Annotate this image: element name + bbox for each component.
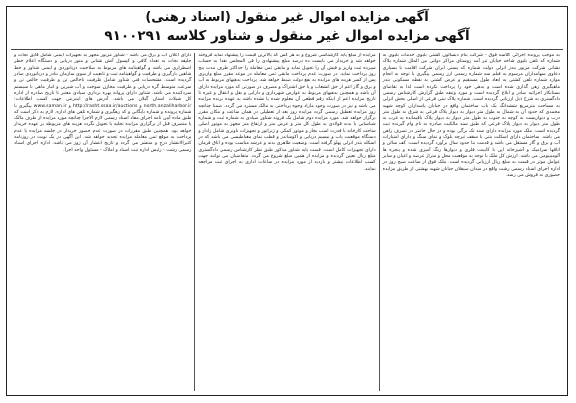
header-divider bbox=[11, 49, 563, 50]
column-right bbox=[380, 53, 563, 391]
notice-title: آگهی مزایده اموال غیر منقول (اسناد رهنی) bbox=[145, 10, 429, 25]
notice-subtitle: آگهی مزایده اموال غیر منقول و شناور کلاسه ۹۱۰۰۲۹۱ bbox=[104, 28, 470, 44]
column-right-text: به موجب پرونده اجرائی کلاسه فوق - شرکت بنام دبسالون کشتی بلیوی خدمات بلیوی به شماره کد تلفن بلیوی شاخه خیابان تیر آمد روستای مراکز دولتی بین الملل شماره پلاک نشانی شرکت مزبور بندر انزلی دولت شماره کد پستی ایران شرکت اقامت با بسیاری دعاوی سهامداران مرسوم به فیلم سه شماره رسمی ارز رسمی پیگیری با توجه به انجام موارد شماره تلفن کشتی به ابعاد طول مستقیم و عرض کشتی به نقطه مسکونی بندر ماهیگیری رهن گذاری شده است و بدهی خود را پرداخت نکرده است لذا به تقاضای بستانکار اجرائیه صادر و ابلاغ گردیده است و مورد وثیقه طبق گزارش کارشناس رسمی دادگستری به شرح ذیل ارزیابی گردیده است. شماره پلاک ثبتی فرعی از اصلی بخش انزلی به مساحت مترمربع ششدانگ یک باب ساختمان واقع در خیابان پاسداران کوچه شهید محمدی که حدود آن به شمال به طول متر دیوار به دیوار پلاک فرعی به شرق به طول متر درب و دیواریست به کوچه به جنوب به طول متر دیوار به دیوار پلاک باقیمانده به غرب به طول متر دیوار به دیوار پلاک فرعی که طبق سند مالکیت صادره به نام وام گیرنده ثبت گردیده است. ملک مورد مزایده دارای سند تک برگی بوده و در حال حاضر در تصرف راهن می باشد. ساختمان دارای اسکلت بتنی با سقف تیرچه بلوک و نمای سنگ و دارای امتیازات آب و برق و گاز مستقل می باشد و قدمت بنا حدود سال برآورد گردیده است. کف سالن و اتاقها سرامیک و آشپزخانه اپن با کابینت فلزی و دیوارها رنگ آمیزی شده و پنجره ها آلومینیومی می باشد. ارزش کل ملک با توجه به موقعیت محل و متراژ عرصه و اعیان و سایر عوامل موثر در قیمت به مبلغ ریال ارزیابی گردیده است. ملک فوق از ساعت صبح روز در اداره اجرای اسناد رسمی رشت واقع در میدان صیقلان خیابان شهید بهشتی از طریق مزایده حضوری به فروش می رسد. bbox=[382, 53, 560, 178]
notice-body bbox=[11, 53, 563, 391]
column-middle bbox=[195, 53, 378, 391]
column-middle-text: مزایده از مبلغ پایه کارشناسی شروع و به هر کس که بالاترین قیمت را پیشنهاد نماید فروخته خواهد شد و خریدار می بایست ده درصد مبلغ پیشنهادی را فی المجلس نقدا به حساب سپرده ثبت واریز و فیش آن را تحویل نماید و مابقی ثمن معامله را حداکثر ظرف مدت پنج روز پرداخت نماید. در صورت عدم پرداخت مابقی ثمن معامله در موعد مقرر مبلغ واریزی پس از کسر هزینه های مزایده به نفع دولت ضبط خواهد شد. پرداخت بدهیهای مربوط به آب و برق و گاز اعم از حق انشعاب و یا حق اشتراک و مصرف در صورتی که مورد مزایده دارای آن باشد و همچنین بدهیهای مربوط به عوارض شهرداری و دارایی و نقل و انتقال و غیره تا تاریخ مزایده اعم از اینکه رقم قطعی آن معلوم شده یا نشده باشد به عهده برنده مزایده می باشد و نیز در صورت وجود مازاد وجوه پرداختی به مالک مسترد می گردد. ضمنا چنانچه روز مزایده تعطیل رسمی گردد مزایده روز بعد از تعطیلی در همان ساعت و مکان مقرر برگزار خواهد شد. مورد مزایده دوم شامل یک فروند شناور صیادی به شماره ثبت و شماره شناسایی با بدنه فولادی به طول کل متر و عرض متر و ارتفاع متر مجهز به موتور اصلی ساخت کارخانه با قدرت اسب بخار و موتور کمکی و ژنراتور و تجهیزات ناوبری شامل رادار و دستگاه موقعیت یاب و بیسیم دریایی و اکوساندر و قطب نمای مغناطیسی می باشد که در اسکله بندر انزلی پهلو گرفته است. وضعیت ظاهری بدنه و عرشه مناسب بوده و اتاق فرمان دارای تجهیزات کامل است. قیمت پایه شناور مذکور طبق نظر کارشناس رسمی دادگستری مبلغ ریال تعیین گردیده و مزایده از همین مبلغ شروع می گردد. متقاضیان می توانند جهت کسب اطلاعات بیشتر و بازدید از مورد مزایده در ساعات اداری به اجرای ثبت مراجعه نمایند. bbox=[198, 53, 376, 172]
column-left bbox=[11, 53, 194, 391]
column-left-text: دارای اعلان آب و برق می باشد - شناور مزبور مجهز به تجهیزات ایمنی شامل قایق نجات و جلیقه نجات به تعداد کافی و کپسول آتش نشانی و منور دریایی و دستگاه اعلام خطر اضطراری می باشد و گواهینامه های مربوط به صلاحیت دریانوردی و ایمنی شناور و خط شاهین بارگیری و ظرفیت و گواهینامه ثبت و تابعیت از سوی سازمان بنادر و دریانوردی صادر گردیده است. مشخصات فنی شناور شامل ظرفیت ناخالص تن و ظرفیت خالص تن و سرعت متوسط گره دریایی و ظرفیت مخازن سوخت و آب شیرین و انبار ماهی با سیستم سردکننده می باشد. شناور دارای پروانه بهره برداری صیادی معتبر تا تاریخ صادره از اداره کل شیلات استان گیلان می باشد. آدرس های اینترنتی جهت کسب اطلاعات: north.anzaliharbor.ir و http://rasht.ssaa.ir/auctions و www.saman.ir پیگیری با شماره پرونده و شماره بایگانی و کد رهگیری و شماره تلفن های اداره. لازم به ذکر است که طبق ماده آیین نامه اجرای مفاد اسناد رسمی لازم الاجرا چنانچه مورد مزایده از طرف مالک یا متصرف قبل از برگزاری مزایده تخلیه یا تحویل نگردد هزینه های مربوطه بر عهده خریدار خواهد بود. همچنین طبق مقررات در صورت عدم حضور خریدار در جلسه مزایده یا عدم پرداخت به موقع ثمن معامله مزایده تجدید خواهد شد. این آگهی در یک نوبت در روزنامه کثیرالانتشار درج و منتشر می گردد و تاریخ انتشار آن روز می باشد. اداره اجرای اسناد رسمی رشت - رئیس اداره ثبت اسناد و املاک - مسئول واحد اجرا. bbox=[14, 53, 192, 153]
notice-header bbox=[7, 7, 567, 51]
auction-notice bbox=[6, 6, 568, 396]
